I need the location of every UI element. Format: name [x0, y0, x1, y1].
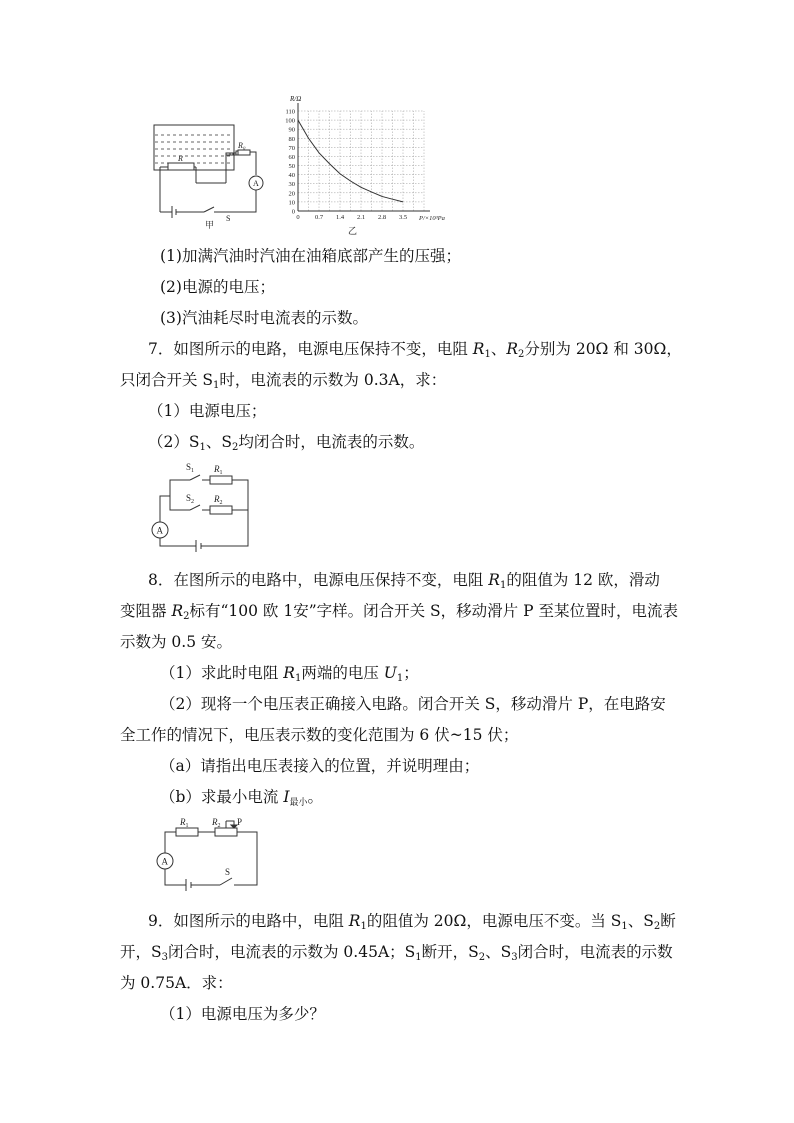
y-tick-label: 110 — [285, 108, 295, 116]
figure-top — [148, 95, 445, 236]
x-tick-label: 0 — [296, 214, 300, 221]
r0-branch-clean — [160, 150, 263, 218]
tank-circuit-main — [196, 153, 236, 183]
label-R1: $R_1$ — [180, 817, 189, 829]
label-R2: $R_2$ — [214, 494, 223, 506]
switch-S — [204, 207, 214, 212]
q7-circuit — [150, 458, 260, 553]
label-A: A — [253, 179, 259, 188]
q7-item-2: $(2)S_1$、$S_2$均闭合时，电流表的示数。 — [148, 433, 425, 453]
q8-item-2-line-2: 全工作的情况下，电压表示数的变化范围为 6 伏~15 伏； — [120, 726, 519, 744]
resistor-R1 — [210, 476, 232, 484]
y-tick-label: 90 — [288, 126, 295, 134]
tank-circuit-diagram — [154, 125, 244, 212]
label-R: R — [178, 154, 183, 163]
label-S1: $S_1$ — [186, 462, 195, 474]
x-tick-label: 0.7 — [314, 214, 324, 221]
x-tick-label: 1.4 — [335, 214, 345, 221]
y-tick-label: 100 — [285, 117, 295, 125]
y-tick-label: 60 — [288, 153, 295, 161]
y-tick-label: 10 — [288, 199, 295, 207]
q7-line-2: 只闭合开关 $S_1$时，电流表的示数为 0.3A，求： — [120, 371, 447, 391]
q8-circuit — [150, 815, 265, 890]
caption-yi: 乙 — [348, 226, 358, 236]
y-tick-label: 40 — [288, 172, 295, 180]
label-S2: $S_2$ — [186, 493, 195, 505]
tank-wiring-final — [226, 153, 234, 183]
circuit-and-graph — [148, 95, 445, 236]
label-S: S — [226, 214, 231, 223]
y-tick-label: 30 — [288, 181, 295, 189]
y-tick-label: 80 — [288, 135, 295, 143]
q9-item-1: （1）电源电压为多少？ — [160, 1005, 325, 1023]
q8-line-2: 变阻器 $R_2$标有“100 欧 1安”字样。闭合开关 S，移动滑片 P 至某位置时，电流表 — [120, 602, 678, 622]
q7-circuit-svg — [150, 458, 260, 553]
x-tick-label: 3.5 — [398, 214, 408, 221]
q8-line-1: 8．在图所示的电路中，电源电压保持不变，电阻 $R_1$的阻值为 12 欧，滑动 — [148, 571, 660, 591]
r-p-graph — [285, 95, 445, 222]
q8-item-a: （a）请指出电压表接入的位置，并说明理由； — [160, 757, 480, 775]
switch-S1 — [190, 475, 200, 480]
q7-item-1: （1）电源电压； — [148, 402, 267, 420]
oil-level-hatch — [155, 135, 233, 163]
resistor-R2 — [210, 506, 232, 514]
x-tick-label: 2.8 — [377, 214, 387, 221]
label-A: A — [161, 856, 168, 867]
q8-circuit-svg — [150, 815, 265, 890]
label-R0: R₀ — [238, 141, 246, 150]
x-tick-label: 2.1 — [356, 214, 366, 221]
q8-item-1: （1）求此时电阻 $R_1$两端的电压 $U_1$； — [160, 664, 419, 684]
q8-item-2-line-1: （2）现将一个电压表正确接入电路。闭合开关 S，移动滑片 P，在电路安 — [160, 695, 666, 713]
label-A: A — [156, 525, 163, 536]
q6-item-3: (3)汽油耗尽时电流表的示数。 — [160, 309, 368, 327]
y-axis-label: R/Ω — [290, 95, 302, 103]
label-R2: $R_2$ — [212, 817, 221, 829]
y-tick-label: 0 — [291, 208, 295, 216]
q8-item-b: （b）求最小电流 $I_{最小}$。 — [160, 788, 324, 808]
resistor-R0 — [238, 150, 250, 155]
resistor-R1 — [176, 828, 198, 836]
y-tick-label: 50 — [288, 163, 295, 171]
rheostat-R2 — [215, 828, 237, 836]
q9-line-3: 为 0.75A．求： — [120, 974, 233, 992]
label-S: S — [225, 867, 231, 877]
label-P: P — [237, 817, 243, 827]
switch-S2 — [190, 505, 200, 510]
switch-S — [220, 878, 232, 885]
y-tick-label: 20 — [288, 190, 295, 198]
x-axis-label: P/×10³Pa — [419, 215, 445, 222]
q9-line-1: 9．如图所示的电路中，电阻 $R_1$的阻值为 20Ω，电源电压不变。当 $S_1$、$S_2$断 — [148, 912, 676, 932]
q8-line-3: 示数为 0.5 安。 — [120, 633, 233, 651]
label-R1: $R_1$ — [214, 464, 223, 476]
y-tick-label: 70 — [288, 144, 295, 152]
q6-item-2: (2)电源的电压； — [160, 278, 275, 296]
q7-line-1: 7．如图所示的电路，电源电压保持不变，电阻 $R_1$、$R_2$分别为 20Ω 和 30Ω， — [148, 340, 682, 360]
caption-jia: 甲 — [205, 220, 215, 230]
q9-line-2: 开，$S_3$闭合时，电流表的示数为 0.45A；$S_1$断开，$S_2$、$S_3$闭合时，电流表的示数 — [120, 943, 673, 963]
sensor-resistor-R — [168, 163, 194, 170]
q6-item-1: (1)加满汽油时汽油在油箱底部产生的压强； — [160, 247, 461, 265]
